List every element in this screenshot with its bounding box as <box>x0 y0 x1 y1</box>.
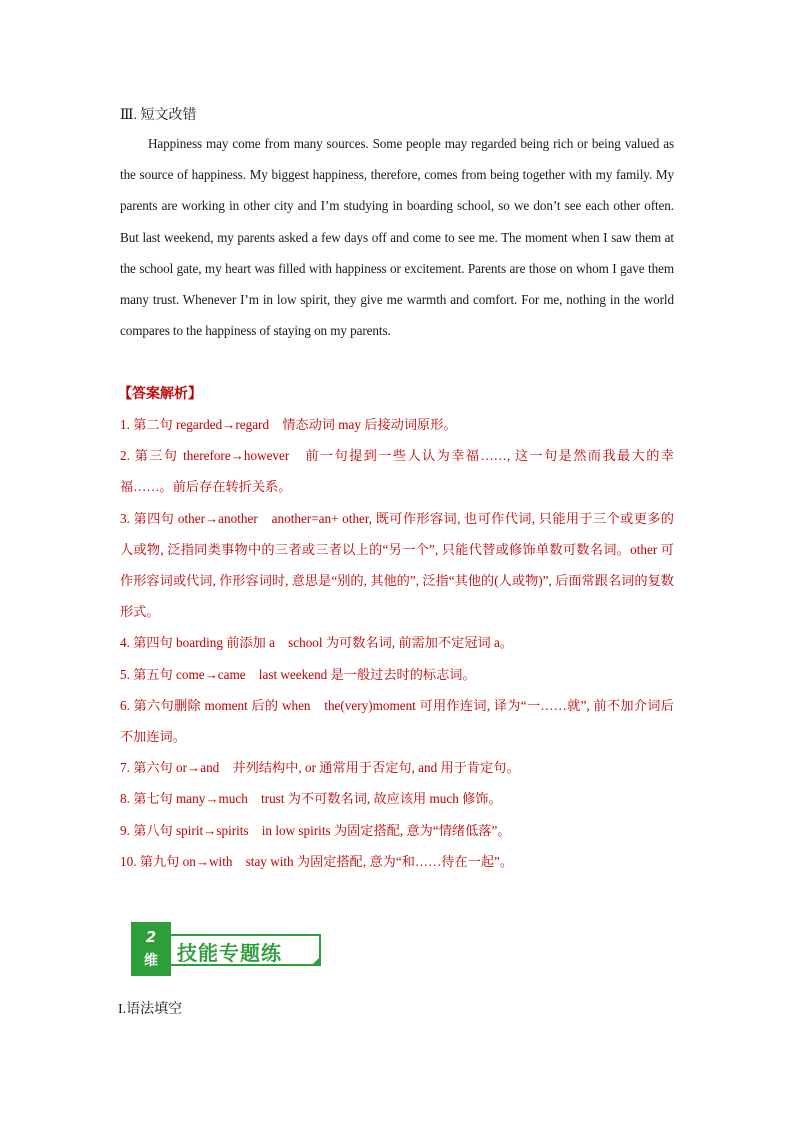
section-title: Ⅲ. 短文改错 <box>120 108 197 123</box>
answer-item: 9. 第八句 spirit→spirits in low spirits 为固定搭配, 意为“情绪低落”。 <box>120 822 511 838</box>
badge-corner-decoration <box>311 956 321 966</box>
answer-item: 3. 第四句 other→another another=an+ other, 既可作形容词, 也可作代词, 只能用于三个或更多的人或物, 泛指同类事物中的三者或三者以上的“另一个”, 只能代替或修饰单数可数名词。other 可作形容词或代词, 作形容词时, 意思是“别的, 其他的”, 泛指“其他的(人或物)”, 后面常跟名词的复数形式。 <box>120 510 674 620</box>
answer-item: 7. 第六句 or→and 并列结构中, or 通常用于否定句, and 用于肯定句。 <box>120 760 520 776</box>
answer-heading: 【答案解析】 <box>118 387 202 402</box>
answer-item: 2. 第三句 therefore→however 前一句提到一些人认为幸福……, 这一句是然而我最大的幸福……。前后存在转折关系。 <box>120 448 674 495</box>
badge-number: 2 <box>145 928 157 946</box>
badge-label: 技能专题练 <box>177 941 282 965</box>
passage-text: Happiness may come from many sources. Some people may regarded being rich or being valued as the source of happiness. My biggest happiness, therefore, comes from being together with my family. My parents are working in other city and I’m studying in boarding school, so we don’t see each other often. But last weekend, my parents asked a few days off and come to see me. The moment when I saw them at the school gate, my heart was filled with happiness or excitement. Parents are those on whom I gave them many trust. Whenever I’m in low spirit, they give me warmth and comfort. For me, nothing in the world compares to the happiness of staying on my parents. <box>120 136 674 339</box>
answer-item: 6. 第六句删除 moment 后的 when the(very)moment 可用作连词, 译为“一……就”, 前不加介词后不加连词。 <box>120 697 674 745</box>
answer-item: 1. 第二句 regarded→regard 情态动词 may 后接动词原形。 <box>120 417 457 432</box>
subsection-title: I.语法填空 <box>118 1002 183 1017</box>
badge-label-box <box>171 934 321 966</box>
answer-list <box>120 409 674 877</box>
section-badge <box>131 922 323 976</box>
passage <box>120 128 674 346</box>
answer-item: 5. 第五句 come→came last weekend 是一般过去时的标志词。 <box>120 666 476 682</box>
answer-item: 8. 第七句 many→much trust 为不可数名词, 故应该用 much 修饰。 <box>120 791 502 807</box>
badge-number-block <box>131 922 171 976</box>
answer-item: 10. 第九句 on→with stay with 为固定搭配, 意为“和……待在一起”。 <box>120 853 514 869</box>
answer-item: 4. 第四句 boarding 前添加 a school 为可数名词, 前需加不定冠词 a。 <box>120 635 514 651</box>
badge-unit: 维 <box>144 953 158 969</box>
